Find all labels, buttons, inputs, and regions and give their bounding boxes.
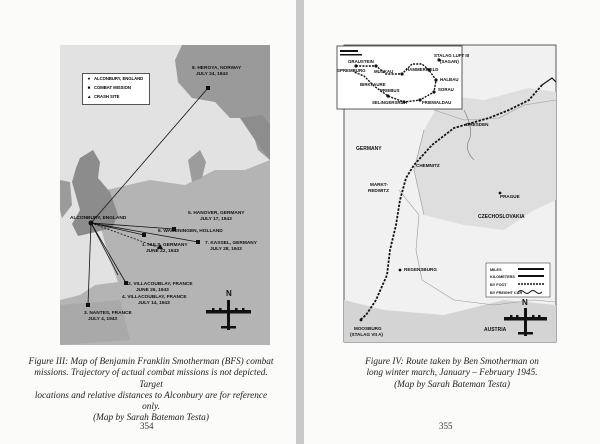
- label-hanover-2: JULY 17, 1943: [200, 217, 232, 222]
- label-chemnitz: CHEMNITZ: [416, 163, 440, 168]
- caption-line: locations and relative distances to Alconbury are for reference only.: [34, 390, 268, 413]
- inset-sorau: SORAU: [438, 87, 454, 92]
- caption-line: (Map by Sarah Bateman Testa): [93, 413, 209, 424]
- left-page: [0, 0, 296, 444]
- inset-spremburg: SPREMBURG: [337, 68, 366, 73]
- inset-selingersruh: SELINGERSRUH: [372, 100, 407, 105]
- north-label: N: [226, 289, 232, 298]
- label-villacoublay-1: 2. VILLACOUBLAY, FRANCE: [128, 282, 193, 287]
- label-kassel-2: JULY 28, 1943: [210, 247, 242, 252]
- label-marktredwitz-2: REDWITZ: [368, 188, 389, 193]
- caption-line: missions. Trajectory of actual combat missions is not depicted. Target: [34, 368, 268, 390]
- legend-label: COMBAT MISSION: [94, 85, 131, 90]
- inset-graustein: GRAUSTEIN: [348, 59, 374, 64]
- caption-line: (Map by Sarah Bateman Testa): [394, 379, 510, 390]
- legend-row-combat: [83, 83, 149, 92]
- label-marktredwitz-1: MARKT-: [370, 182, 388, 187]
- label-heroya-1: 8. HEROYA, NORWAY: [192, 66, 242, 71]
- label-villacoublay2-2: JULY 14, 1943: [138, 301, 170, 306]
- inset-halbau: HALBAU: [440, 77, 459, 82]
- circle-icon: ●: [87, 76, 91, 81]
- page-number: 354: [140, 421, 154, 431]
- scale-km: KILOMETERS: [490, 275, 515, 279]
- inset-hammerfield: HAMMERFIELD: [406, 67, 439, 72]
- caption-line: long winter march, January – February 1945.: [366, 368, 538, 379]
- inset-stalag-1: STALAG LUFT III: [434, 53, 470, 58]
- square-icon: ■: [87, 85, 91, 90]
- label-nantes-2: JULY 4, 1943: [88, 317, 118, 322]
- label-huls-2: JUNE 22, 1943: [146, 249, 179, 254]
- page-number: 355: [439, 421, 453, 431]
- scale-foot: BY FOOT: [490, 283, 507, 287]
- scale-miles: MILES: [490, 268, 502, 272]
- label-nantes-1: 3. NANTES, FRANCE: [84, 311, 132, 316]
- book-gutter: [296, 0, 304, 444]
- inset-stalag-2: (SAGAN): [440, 59, 459, 64]
- label-villacoublay2-1: 4. VILLACOUBLAY, FRANCE: [122, 295, 187, 300]
- inset-birkfaure: BIRKFAURE: [360, 82, 386, 87]
- figure-caption: [330, 357, 574, 391]
- label-wageningen: 6. WAGENINGEN, HOLLAND: [158, 229, 223, 234]
- label-regensburg: REGENSBURG: [404, 267, 437, 272]
- figure-caption: [26, 357, 276, 425]
- label-moosburg-2: (STALAG VII A): [350, 332, 383, 337]
- legend-row-crash: [83, 92, 149, 101]
- triangle-icon: ▲: [87, 94, 92, 99]
- map-legend: [82, 73, 150, 105]
- label-hanover-1: 5. HANOVER, GERMANY: [188, 211, 245, 216]
- label-kassel-1: 7. KASSEL, GERMANY: [205, 241, 257, 246]
- label-moosburg-1: MOOSBURG: [354, 326, 382, 331]
- scale-freight: BY FREIGHT CAR: [490, 291, 523, 295]
- label-villacoublay-2: JUNE 26, 1943: [136, 288, 169, 293]
- label-alconbury: ALCONBURY, ENGLAND: [70, 216, 127, 221]
- inset-priebus: PRIEBUS: [380, 88, 400, 93]
- inset-friewaldau: FRIEWALDAU: [422, 100, 452, 105]
- inset-muskau: MUSKAU: [374, 69, 394, 74]
- legend-label: CRASH SITE: [94, 94, 120, 99]
- caption-line: Figure III: Map of Benjamin Franklin Smotherman (BFS) combat: [28, 357, 274, 367]
- legend-row-alconbury: [83, 74, 149, 83]
- label-prague: PRAGUE: [500, 194, 520, 199]
- label-czechoslovakia: CZECHOSLOVAKIA: [478, 214, 525, 220]
- label-huls-1: 1. HULS, GERMANY: [142, 243, 188, 248]
- caption-line: Figure IV: Route taken by Ben Smotherman on: [365, 357, 539, 367]
- label-austria: AUSTRIA: [484, 327, 507, 333]
- north-label: N: [522, 298, 528, 307]
- label-dresden: DRESDEN: [466, 122, 489, 127]
- label-heroya-2: JULY 24, 1943: [196, 72, 228, 77]
- label-germany: GERMANY: [356, 146, 382, 152]
- legend-label: ALCONBURY, ENGLAND: [94, 76, 144, 81]
- right-page: [304, 0, 600, 444]
